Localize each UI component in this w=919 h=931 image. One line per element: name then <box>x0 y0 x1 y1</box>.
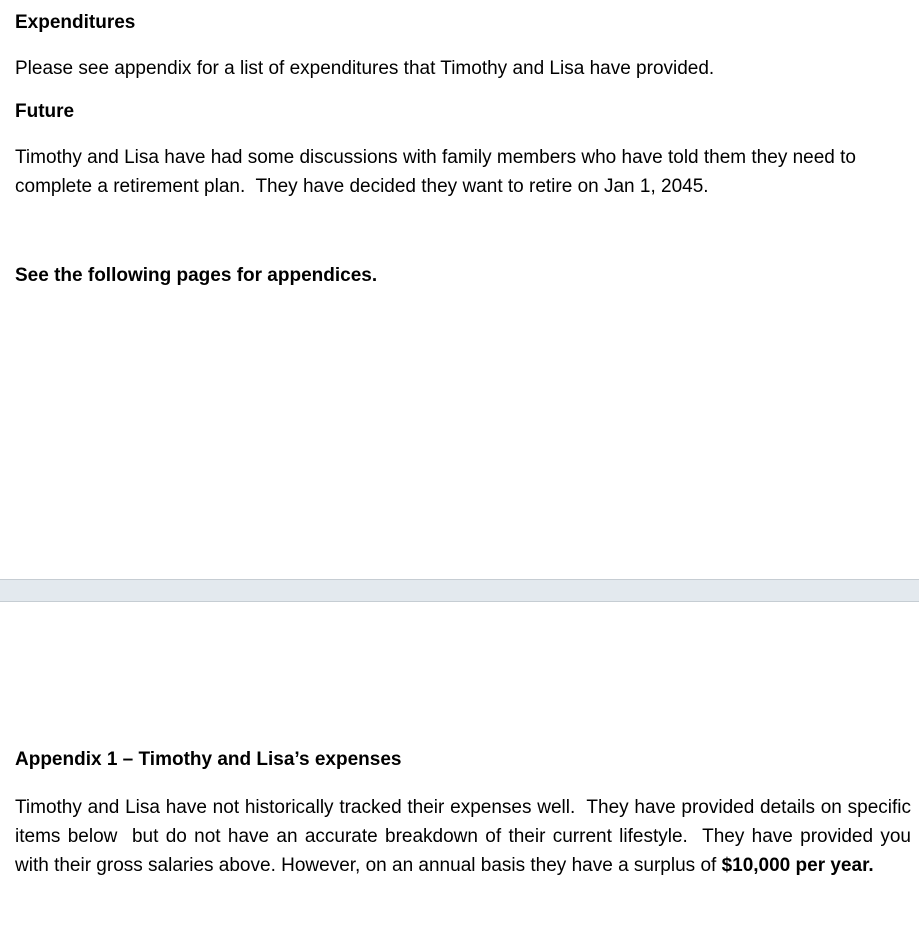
expenditures-heading: Expenditures <box>15 12 136 33</box>
future-paragraph-line-2: complete a retirement plan. They have decided they want to retire on Jan 1, 2045. <box>15 176 709 197</box>
future-paragraph <box>15 143 915 201</box>
appendix-paragraph <box>15 793 917 880</box>
surplus-amount: $10,000 per year. <box>721 855 874 876</box>
appendix-heading: Appendix 1 – Timothy and Lisa’s expenses <box>15 749 402 770</box>
appendix-paragraph-text: Timothy and Lisa have not historically tracked their expenses well. They have provided details on specific items below but do not have an accurate breakdown of their current lifestyle. They have provided you with their gross salaries above. However, on an annual basis they have a surplus of <box>15 797 917 876</box>
expenditures-paragraph: Please see appendix for a list of expenditures that Timothy and Lisa have provided. <box>15 58 715 79</box>
appendices-note: See the following pages for appendices. <box>15 265 378 286</box>
future-heading: Future <box>15 101 75 122</box>
document-page-2 <box>0 602 919 931</box>
page-break-gap <box>0 579 919 602</box>
future-paragraph-line-1: Timothy and Lisa have had some discussions with family members who have told them they need to <box>15 147 856 168</box>
